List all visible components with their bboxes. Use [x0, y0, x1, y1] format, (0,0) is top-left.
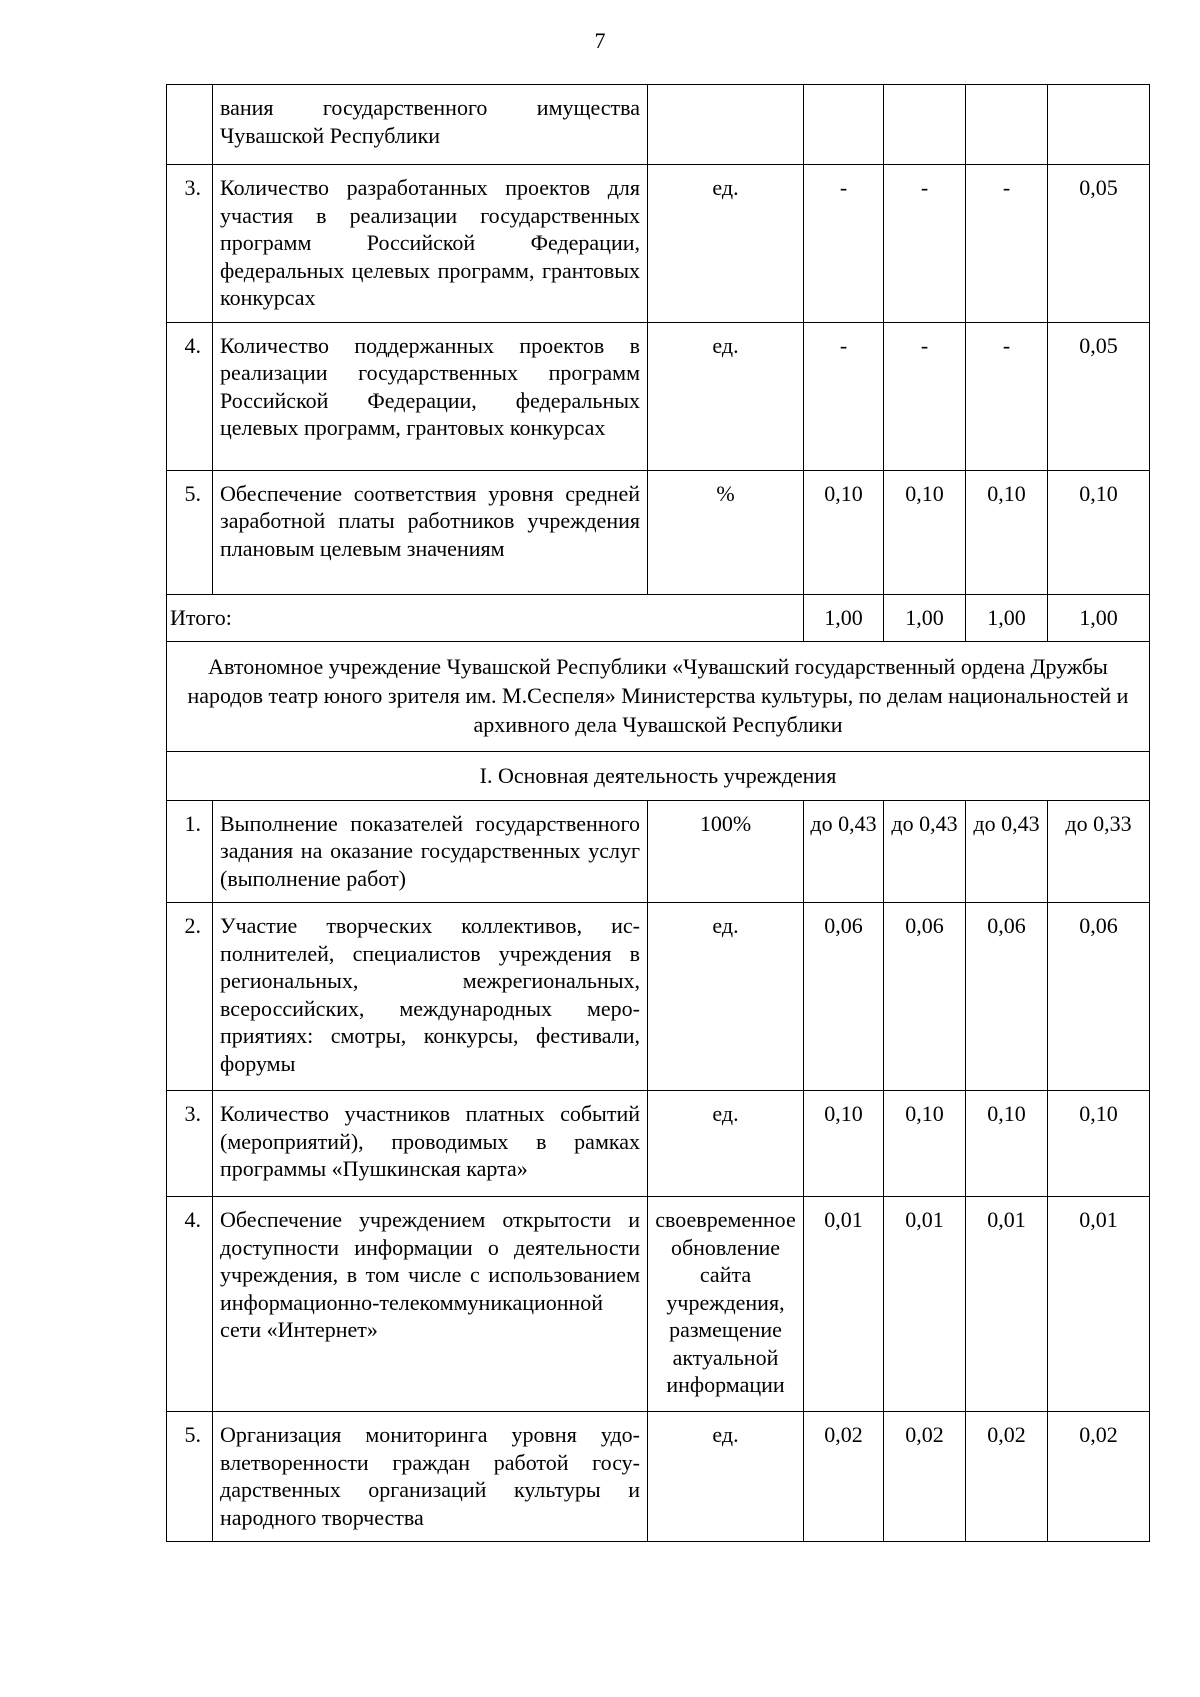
- section-heading: I. Основная деятельность учреждения: [167, 752, 1150, 801]
- row-number-cell: 1.: [167, 800, 213, 903]
- row-number-cell: 3.: [167, 1091, 213, 1197]
- unit-cell: ед.: [648, 1091, 804, 1197]
- unit-cell: %: [648, 470, 804, 594]
- value-cell: 0,10: [966, 1091, 1048, 1197]
- value-cell: до 0,43: [804, 800, 884, 903]
- table-row: [167, 1091, 1150, 1197]
- row-number-cell: 3.: [167, 165, 213, 323]
- table-row: [167, 322, 1150, 470]
- organization-row: [167, 642, 1150, 752]
- section-row: [167, 752, 1150, 801]
- value-cell: 0,06: [804, 903, 884, 1091]
- table-row: [167, 800, 1150, 903]
- value-cell: до 0,43: [966, 800, 1048, 903]
- table-row: [167, 165, 1150, 323]
- unit-cell: своевременное обновление сайта учреждения, размещение актуальной информации: [648, 1197, 804, 1412]
- value-cell: 0,01: [1048, 1197, 1150, 1412]
- value-cell: 0,02: [804, 1412, 884, 1542]
- value-cell: 0,10: [804, 470, 884, 594]
- value-cell: 0,02: [884, 1412, 966, 1542]
- row-number-cell: 5.: [167, 1412, 213, 1542]
- total-label: Итого:: [167, 594, 804, 642]
- table-row: [167, 470, 1150, 594]
- table-row: [167, 1412, 1150, 1542]
- value-cell: 0,01: [966, 1197, 1048, 1412]
- value-cell: 0,02: [1048, 1412, 1150, 1542]
- value-cell: до 0,43: [884, 800, 966, 903]
- total-value-cell: 1,00: [1048, 594, 1150, 642]
- indicator-text-cell: Обеспечение учреждением открытости и доступности информации о деятельности учреждения, в том числе с использованием информационно-телекоммуникационной сети «Интернет»: [213, 1197, 648, 1412]
- unit-cell: 100%: [648, 800, 804, 903]
- indicator-text-cell: Участие творческих коллективов, исполнителей, специалистов учреждения в региональных, межрегиональных, всероссийских, международных мероприятиях: смотры, конкурсы, фестивали, форумы: [213, 903, 648, 1091]
- value-cell: -: [884, 165, 966, 323]
- indicators-table: [166, 84, 1150, 1542]
- value-cell: 0,06: [966, 903, 1048, 1091]
- indicator-text-cell: вания государственного имущества Чувашской Республики: [213, 85, 648, 165]
- total-value-cell: 1,00: [884, 594, 966, 642]
- indicator-text-cell: Обеспечение соответствия уровня средней заработной платы работников учреждения плановым целевым значениям: [213, 470, 648, 594]
- row-number-cell: 5.: [167, 470, 213, 594]
- value-cell: 0,06: [884, 903, 966, 1091]
- value-cell: 0,10: [1048, 1091, 1150, 1197]
- row-number-cell: [167, 85, 213, 165]
- indicator-text-cell: Количество поддержанных проектов в реализации государственных программ Российской Федерации, федеральных целевых программ, грантовых конкурсах: [213, 322, 648, 470]
- value-cell: 0,10: [966, 470, 1048, 594]
- table-row: [167, 903, 1150, 1091]
- row-number-cell: 4.: [167, 322, 213, 470]
- value-cell: -: [804, 165, 884, 323]
- value-cell: 0,01: [884, 1197, 966, 1412]
- unit-cell: ед.: [648, 165, 804, 323]
- value-cell: 0,01: [804, 1197, 884, 1412]
- organization-heading: Автономное учреждение Чувашской Республики «Чувашский государственный ордена Дружбы народов театр юного зрителя им. М.Сеспеля» Министерства культуры, по делам национальностей и архивного дела Чувашской Республики: [167, 642, 1150, 752]
- row-number-cell: 2.: [167, 903, 213, 1091]
- value-cell: 0,10: [804, 1091, 884, 1197]
- indicator-text-cell: Количество участников платных событий (мероприятий), проводимых в рамках программы «Пушкинская карта»: [213, 1091, 648, 1197]
- unit-cell: ед.: [648, 1412, 804, 1542]
- table-row: [167, 1197, 1150, 1412]
- value-cell: 0,10: [884, 1091, 966, 1197]
- value-cell: 0,05: [1048, 165, 1150, 323]
- value-cell: -: [966, 165, 1048, 323]
- value-cell: 0,10: [884, 470, 966, 594]
- total-value-cell: 1,00: [804, 594, 884, 642]
- row-number-cell: 4.: [167, 1197, 213, 1412]
- value-cell: -: [804, 322, 884, 470]
- value-cell: до 0,33: [1048, 800, 1150, 903]
- value-cell: 0,02: [966, 1412, 1048, 1542]
- total-row: [167, 594, 1150, 642]
- value-cell: 0,06: [1048, 903, 1150, 1091]
- total-value-cell: 1,00: [966, 594, 1048, 642]
- page-number: 7: [594, 28, 606, 53]
- indicator-text-cell: Выполнение показателей государственного задания на оказание государственных услуг (выполнение работ): [213, 800, 648, 903]
- unit-cell: ед.: [648, 903, 804, 1091]
- table-row-continuation: [167, 85, 1150, 165]
- value-cell: 0,10: [1048, 470, 1150, 594]
- indicator-text-cell: Организация мониторинга уровня удовлетворенности граждан работой государственных организаций культуры и народного творчества: [213, 1412, 648, 1542]
- value-cell: -: [884, 322, 966, 470]
- indicator-text-cell: Количество разработанных проектов для участия в реализации государственных программ Российской Федерации, федеральных целевых программ, грантовых конкурсах: [213, 165, 648, 323]
- value-cell: -: [966, 322, 1048, 470]
- unit-cell: ед.: [648, 322, 804, 470]
- value-cell: 0,05: [1048, 322, 1150, 470]
